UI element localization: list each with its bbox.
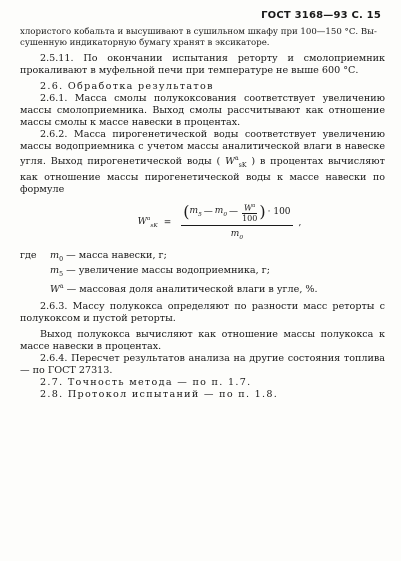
paragraph-2-6-3-cont: Выход полукокса вычисляют как отношение массы полукокса к массе навески в процентах.	[20, 328, 385, 352]
symbol-w: W	[225, 156, 235, 168]
section-heading-2-8: 2.8. Протокол испытаний — по п. 1.8.	[40, 388, 279, 400]
section-heading-2-6: 2.6. Обработка результатов	[40, 81, 214, 92]
paragraph-2-6-3: 2.6.3. Массу полукокса определяют по разности масс реторты с полукоксом и пустой реторты.	[20, 300, 385, 324]
formula-numerator: ( $m_5$ — $m_0$ — $\frac{W^a}{100}$ ) · 100	[181, 202, 292, 226]
paragraph-2-6-2: 2.6.2. Масса пирогенетической воды соответствует увеличению массы водоприемника с учетом массы аналитической влаги в навеске угля. Выход пирогенетической воды ( $W^a_{sK}$ ) в процентах вычисляют как отношение массы пирогенетической воды к массе навески по формуле	[20, 129, 385, 196]
formula-denominator: $m_0$	[230, 228, 244, 241]
formula: $W^a_{sK}$ = ( $m_5$ — $m_0$ — $\frac{W^a}{100}$ ) · 100 $m_0$ ,	[54, 202, 385, 243]
text-line: хлористого кобальта и высушивают в сушильном шкафу при 100—150 °С. Вы-	[20, 27, 377, 37]
page-content	[20, 27, 385, 401]
paragraph-2-5-11: 2.5.11. По окончании испытания реторту и смолоприемник прокаливают в муфельной печи при температуре не выше 600 °С.	[20, 53, 385, 76]
formula-fraction	[181, 202, 292, 243]
definition-m0: где $m_0$ — масса навески, г;	[20, 249, 167, 263]
section-heading-2-7: 2.7. Точность метода — по п. 1.7.	[40, 376, 252, 388]
page-header: ГОСТ 3168—93 С. 15	[261, 10, 381, 21]
formula-inner-fraction: $\frac{W^a}{100}$	[242, 203, 258, 223]
formula-lhs: $W^a_{sK}$	[137, 216, 158, 230]
definition-m5: $m_5$ — увеличение массы водоприемника, г;	[50, 265, 270, 279]
definition-wa: $W^a$ — массовая доля аналитической влаги в угле, %.	[50, 283, 318, 296]
text-line: сушенную индикаторную бумагу хранят в эксикаторе.	[20, 38, 270, 48]
paragraph-2-6-4: 2.6.4. Пересчет результатов анализа на другие состояния топлива — по ГОСТ 27313.	[20, 352, 385, 376]
paragraph-2-6-1: 2.6.1. Масса смолы полукоксования соответствует увеличению массы смолоприемника. Выход смолы рассчитывают как отношение массы смолы к массе навески в процентах.	[20, 93, 385, 128]
variable-definitions	[20, 250, 385, 297]
